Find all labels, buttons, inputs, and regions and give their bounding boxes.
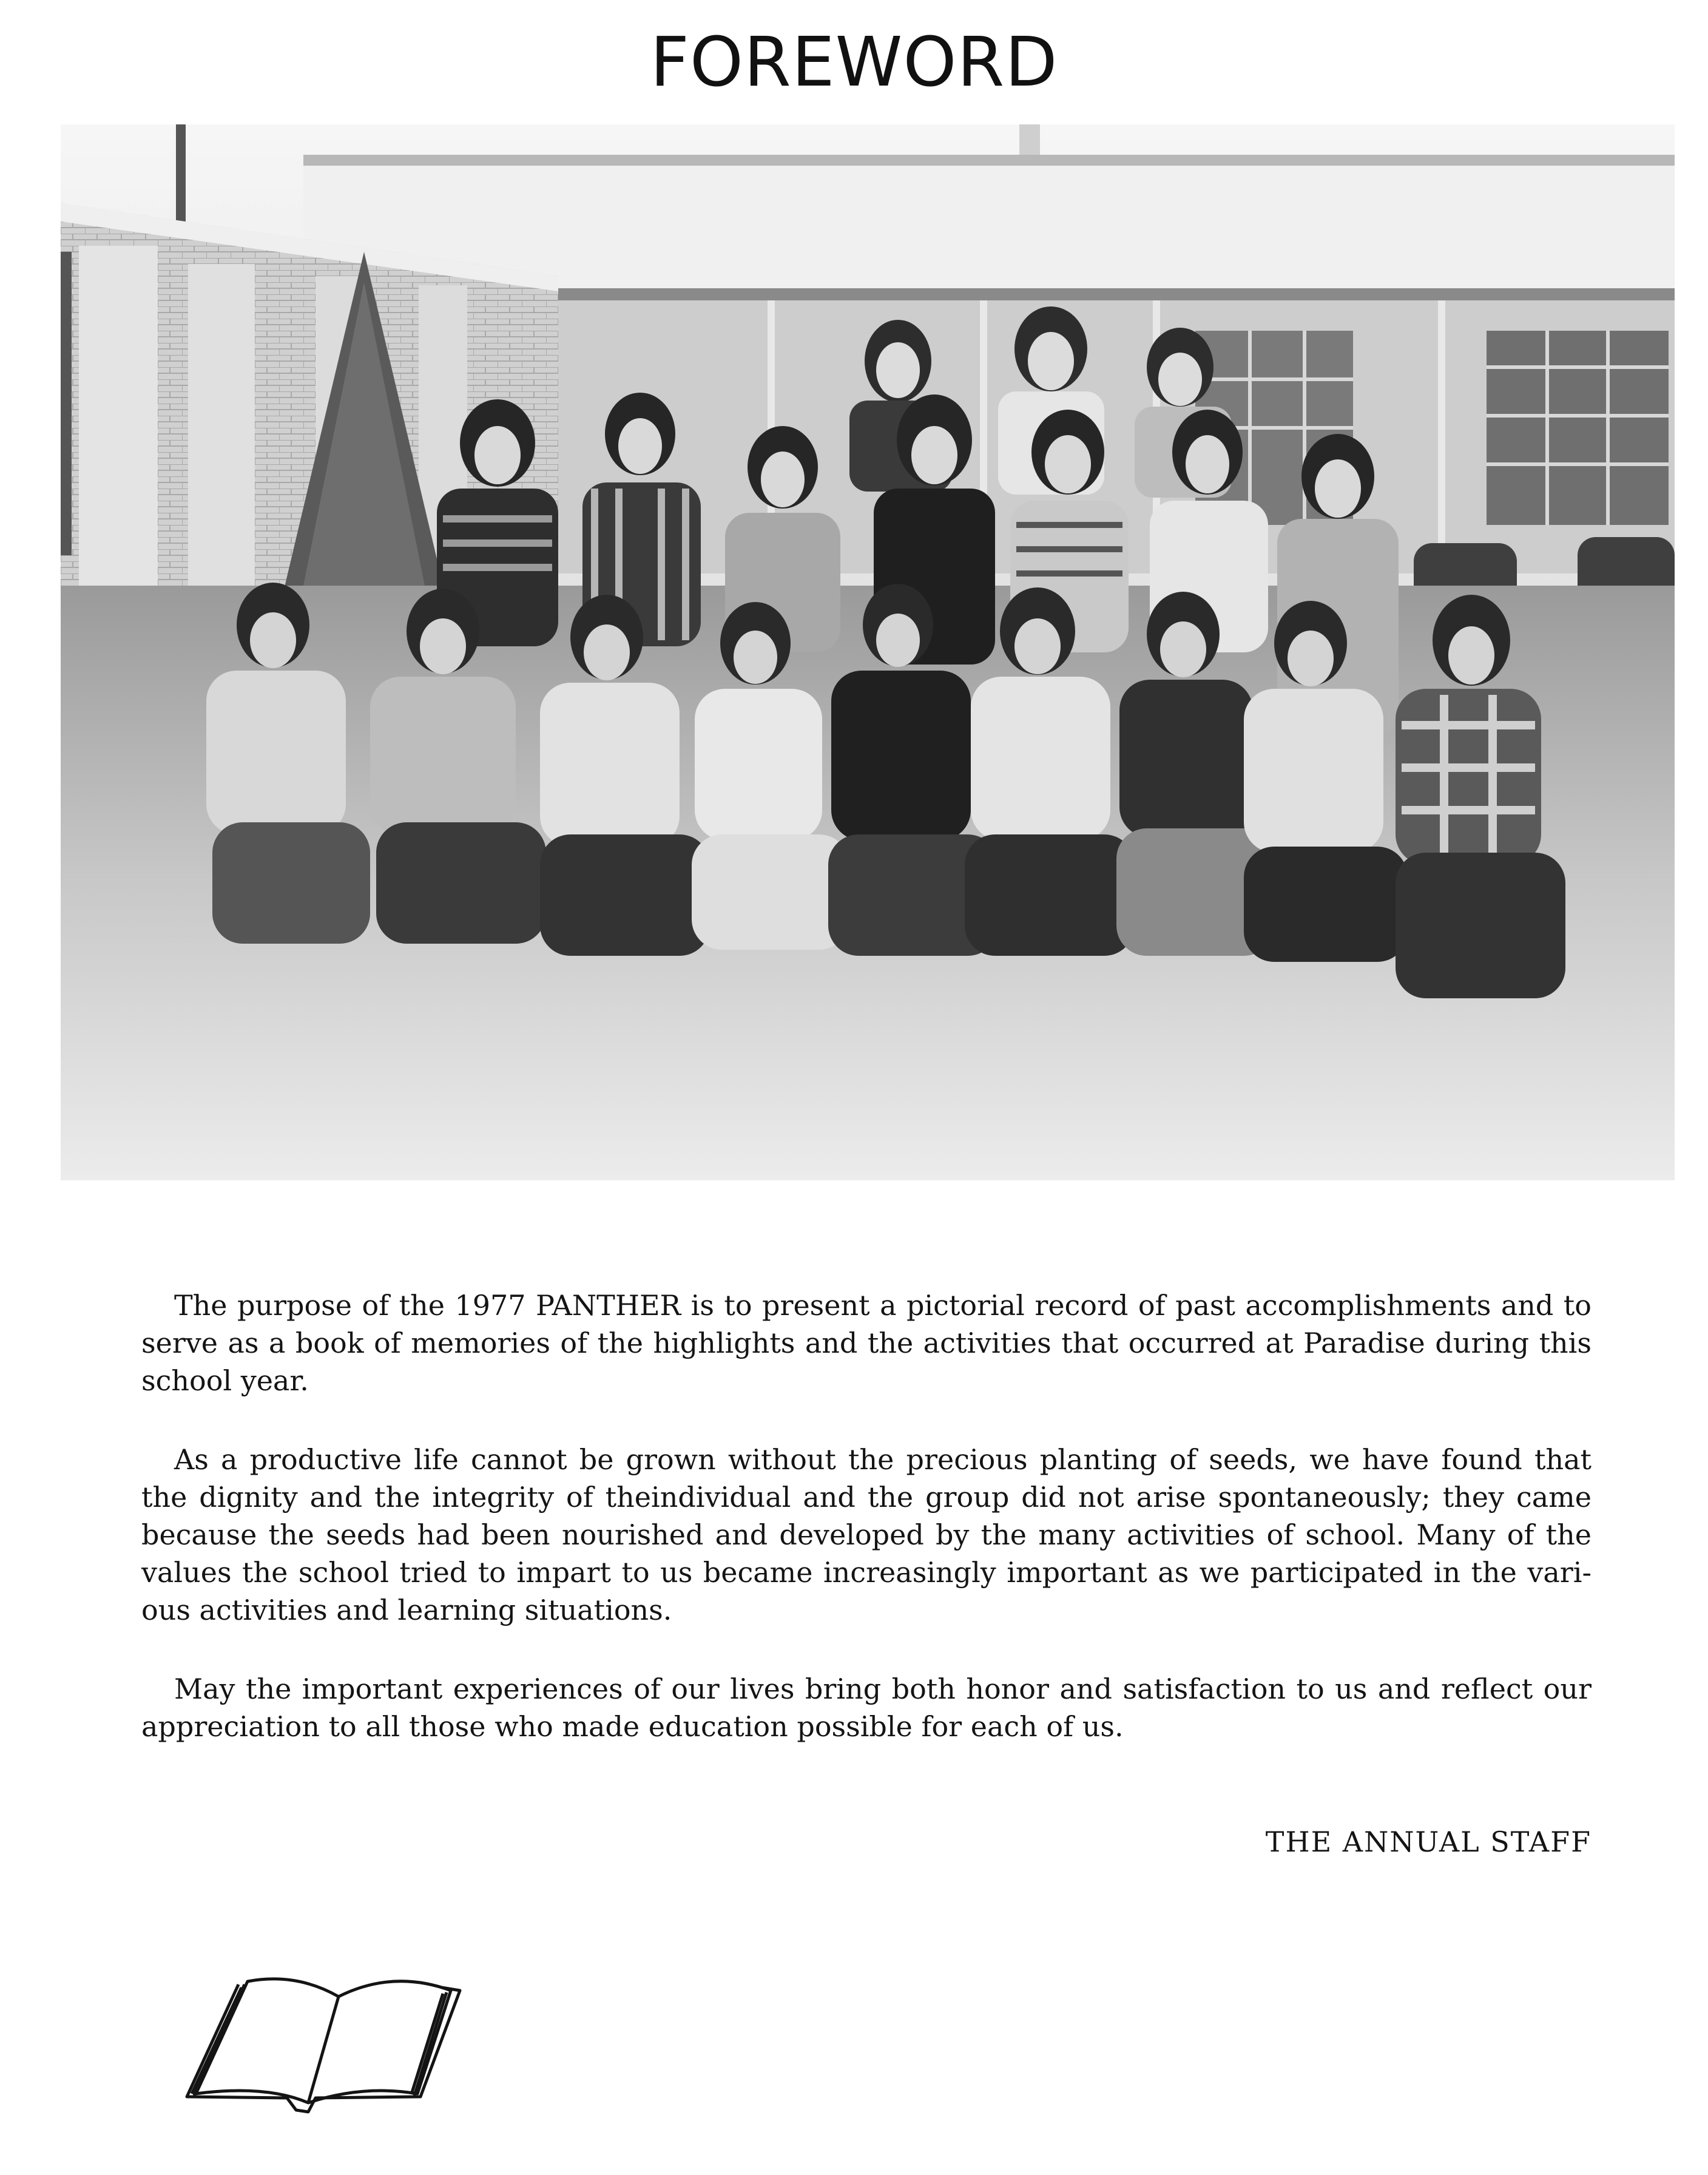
foreword-text — [141, 1287, 1592, 1787]
foreword-paragraph-1: The purpose of the 1977 PANTHER is to present a pictorial record of past accomplishments and to serve as a book of memories of the highlights and the activities that occurred at Paradise during this school year. — [141, 1289, 1592, 1397]
open-book-icon — [181, 1969, 472, 2129]
page-title: FOREWORD — [650, 23, 1058, 102]
signature: THE ANNUAL STAFF — [1265, 1825, 1592, 1858]
foreword-paragraph-3: May the important experiences of our lives bring both honor and satisfaction to us and reflect our appreciation to all those who made education possible for each of us. — [141, 1673, 1592, 1743]
group-photo — [61, 124, 1675, 1180]
foreword-paragraph-2: As a productive life cannot be grown without the precious planting of seeds, we have found that the dignity and the integrity of theindividual and the group did not arise spontaneously; they came because the seeds had been nourished and developed by the many activities of school. Many of the values the school tried to impart to us became increasingly important as we participated in the vari-ous activities and learning situations. — [141, 1443, 1592, 1626]
